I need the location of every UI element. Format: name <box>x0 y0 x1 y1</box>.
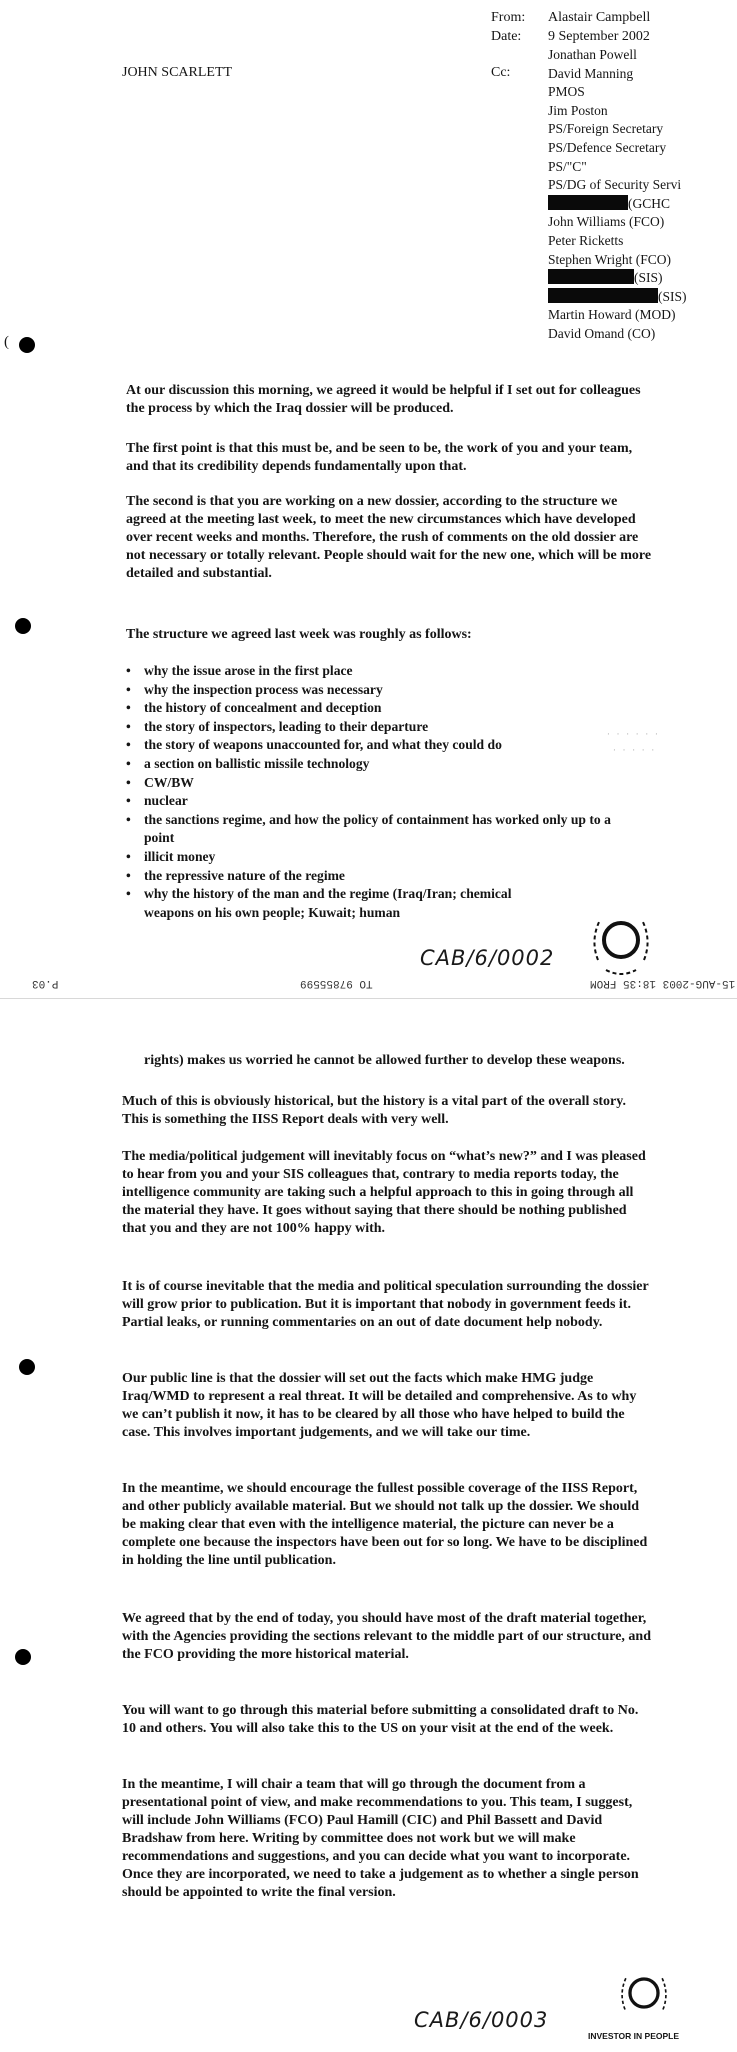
cc-item-text: PMOS <box>548 84 585 100</box>
paragraph: At our discussion this morning, we agreed it would be helpful if I set out for colleagues the process by which the Iraq dossier will be produced. <box>126 383 641 416</box>
punch-hole <box>19 1359 35 1375</box>
margin-bracket: ( <box>4 334 9 350</box>
list-item: • nuclear <box>126 792 646 811</box>
cc-label: Cc: <box>491 65 511 80</box>
punch-hole <box>19 337 35 353</box>
cc-list <box>548 46 737 344</box>
document-reference: CAB/6/0002 <box>420 946 555 970</box>
cc-item <box>548 83 737 102</box>
list-item: • the history of concealment and deception <box>126 699 646 718</box>
paragraph: The first point is that this must be, and be seen to be, the work of you and your team, and that its credibility depends fundamentally upon that. <box>126 441 633 474</box>
punch-hole <box>15 618 31 634</box>
cc-item-text: PS/Foreign Secretary <box>548 121 664 137</box>
list-item: • illicit money <box>126 848 646 867</box>
cc-item-text: David Manning <box>548 65 634 81</box>
recipient-name: JOHN SCARLETT <box>122 65 233 80</box>
logo-caption: INVESTOR IN PEOPLE <box>588 2031 680 2041</box>
wreath-logo-icon <box>586 900 656 980</box>
cc-item <box>548 176 737 195</box>
cc-item <box>548 251 737 270</box>
redaction-bar <box>548 195 628 210</box>
cc-item <box>548 232 737 251</box>
cc-item-text: Jim Poston <box>548 102 608 118</box>
paragraph: In the meantime, we should encourage the fullest possible coverage of the IISS Report, and other publicly available material. But we should not talk up the dossier. We should be making clear that even with the intelligence material, the picture can never be a complete one because the inspectors have been out for so long. We have to be disciplined in holding the line until publication. <box>122 1481 648 1568</box>
wreath-logo-icon <box>614 1960 674 2026</box>
cc-item-text: Stephen Wright (FCO) <box>548 251 671 267</box>
list-item: • why the issue arose in the first place <box>126 662 646 681</box>
cc-item <box>548 306 737 325</box>
from-label: From: <box>491 10 526 25</box>
cc-item <box>548 65 737 84</box>
list-item: • why the inspection process was necessary <box>126 681 646 700</box>
date-value: 9 September 2002 <box>548 29 650 44</box>
cc-item-text: David Omand (CO) <box>548 325 656 341</box>
cc-item-text: PS/"C" <box>548 158 587 174</box>
fax-header: 15-AUG-2003 18:35 FROM <box>590 977 736 989</box>
paragraph: We agreed that by the end of today, you should have most of the draft material together, with the Agencies providing the sections relevant to the middle part of our structure, and the FCO providing the more historical material. <box>122 1611 652 1662</box>
cc-item-text: Martin Howard (MOD) <box>548 307 676 323</box>
cc-item-redacted <box>548 195 737 214</box>
redaction-bar <box>548 269 634 284</box>
list-item: • the story of inspectors, leading to their departure <box>126 718 646 737</box>
punch-hole <box>15 1649 31 1665</box>
list-item: • the story of weapons unaccounted for, and what they could do <box>126 736 646 755</box>
list-item: • a section on ballistic missile technology <box>126 755 646 774</box>
cc-item-text: (SIS) <box>634 270 663 286</box>
fax-number: TO 97855599 <box>300 977 373 989</box>
cc-item <box>548 158 737 177</box>
from-value: Alastair Campbell <box>548 10 651 25</box>
cc-item <box>548 120 737 139</box>
cc-item-text: (SIS) <box>658 288 687 304</box>
cc-item-redacted <box>548 288 737 307</box>
cc-item-text: Peter Ricketts <box>548 232 624 248</box>
paragraph: It is of course inevitable that the media and political speculation surrounding the dossier will grow prior to publication. But it is important that nobody in government feeds it. Partial leaks, or running commentaries on an out of date document help nobody. <box>122 1279 649 1330</box>
faint-mark: · · · · · <box>612 746 656 755</box>
cc-item-text: Jonathan Powell <box>548 47 637 62</box>
paragraph: In the meantime, I will chair a team that will go through the document from a presentational point of view, and make recommendations to you. This team, I suggest, will include John Williams (FCO) Paul Hamill (CIC) and Phil Bassett and David Bradshaw from here. Writing by committee does not work but we will make recommendations and suggestions, and you can decide what you want to incorporate. Once they are incorporated, we need to take a judgement as to whether a single person should be appointed to write the final version. <box>122 1777 639 1900</box>
paragraph: The media/political judgement will inevitably focus on “what’s new?” and I was pleased to hear from you and your SIS colleagues that, contrary to media reports today, the intelligence community are taking such a helpful approach to this in going through all the material they have. It goes without saying that there should be nothing published that you and they are not 100% happy with. <box>122 1149 646 1236</box>
cc-item <box>548 325 737 344</box>
cc-item <box>548 46 737 65</box>
paragraph: Much of this is obviously historical, but the history is a vital part of the overall story. This is something the IISS Report deals with very well. <box>122 1094 626 1127</box>
page-divider <box>0 998 737 999</box>
cc-item-text: PS/Defence Secretary <box>548 139 667 155</box>
cc-item <box>548 139 737 158</box>
list-item: • CW/BW <box>126 774 646 793</box>
date-label: Date: <box>491 29 522 44</box>
structure-list <box>126 662 646 922</box>
cc-item-text: John Williams (FCO) <box>548 214 665 230</box>
paragraph: You will want to go through this material before submitting a consolidated draft to No. 10 and others. You will also take this to the US on your visit at the end of the week. <box>122 1703 639 1736</box>
cc-item-redacted <box>548 269 737 288</box>
paragraph: The structure we agreed last week was roughly as follows: <box>126 627 472 642</box>
fax-page: P.03 <box>32 977 59 989</box>
cc-item <box>548 102 737 121</box>
list-item: • the repressive nature of the regime <box>126 867 646 886</box>
paragraph: Our public line is that the dossier will set out the facts which make HMG judge Iraq/WMD to represent a real threat. It will be detailed and comprehensive. As to why we can’t publish it now, it has to be cleared by all those who have helped to build the case. This involves important judgements, and we will take our time. <box>122 1371 637 1440</box>
faint-mark: · · · · · · <box>606 730 659 739</box>
redaction-bar <box>548 288 658 303</box>
document-reference: CAB/6/0003 <box>414 2008 549 2032</box>
cc-item <box>548 213 737 232</box>
cc-item-text: (GCHC <box>628 195 671 211</box>
continuation-text: rights) makes us worried he cannot be allowed further to develop these weapons. <box>144 1053 625 1068</box>
cc-item-text: PS/DG of Security Servi <box>548 177 682 193</box>
list-item: • why the history of the man and the regime (Iraq/Iran; chemical weapons on his own people; Kuwait; human <box>126 885 564 922</box>
list-item: • the sanctions regime, and how the policy of containment has worked only up to a point <box>126 811 644 848</box>
paragraph: The second is that you are working on a new dossier, according to the structure we agreed at the meeting last week, to meet the new circumstances which have developed over recent weeks and months. Therefore, the rush of comments on the old dossier are not necessary or totally relevant. People should wait for the new one, which will be more detailed and substantial. <box>126 494 652 581</box>
